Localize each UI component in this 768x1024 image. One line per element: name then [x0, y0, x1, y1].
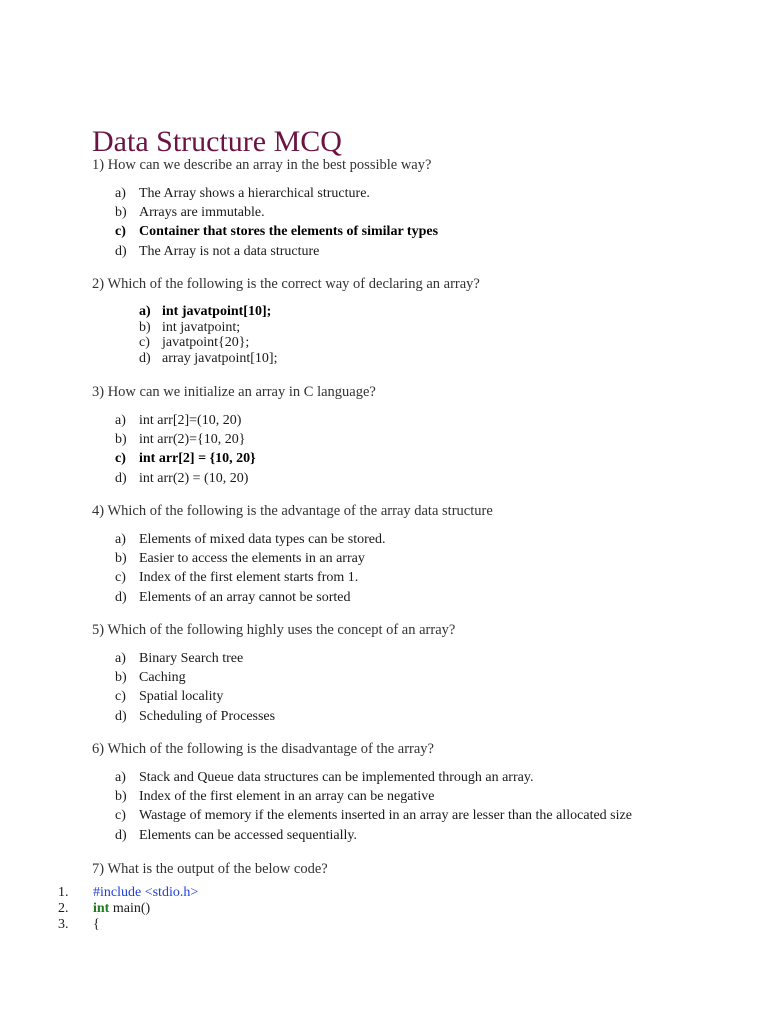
option-3a: a) int arr[2]=(10, 20) — [115, 413, 242, 428]
option-3b: b) int arr(2)={10, 20} — [115, 432, 246, 448]
option-2b: b) int javatpoint; — [139, 319, 241, 335]
option-5a: a) Binary Search tree — [115, 651, 244, 666]
question-2-options — [139, 304, 277, 366]
code-line: 3. { — [58, 917, 100, 932]
option-5c: c) Spatial locality — [115, 689, 224, 705]
option-4a: a) Elements of mixed data types can be stored. — [115, 532, 386, 547]
code-listing — [58, 885, 198, 933]
question-1-options — [115, 184, 438, 261]
question-4-options — [115, 530, 385, 607]
page-title: Data Structure MCQ — [92, 125, 342, 158]
option-1b: b) Arrays are immutable. — [115, 205, 265, 221]
option-4d: d) Elements of an array cannot be sorted — [115, 589, 351, 605]
question-2: 2) Which of the following is the correct way of declaring an array? — [92, 276, 480, 292]
option-1a: a) The Array shows a hierarchical structure. — [115, 186, 370, 201]
code-line: 1. #include <stdio.h> — [58, 885, 199, 900]
option-2d: d) array javatpoint[10]; — [139, 350, 278, 366]
question-5: 5) Which of the following highly uses the concept of an array? — [92, 622, 456, 638]
option-3c-correct: c) int arr[2] = {10, 20} — [115, 451, 256, 467]
question-5-options — [115, 649, 275, 726]
question-1: 1) How can we describe an array in the best possible way? — [92, 157, 432, 173]
option-6a: a) Stack and Queue data structures can be implemented through an array. — [115, 770, 534, 785]
option-5d: d) Scheduling of Processes — [115, 708, 276, 724]
option-1c-correct: c) Container that stores the elements of similar types — [115, 224, 439, 240]
option-2c: c) javatpoint{20}; — [139, 335, 250, 350]
question-4: 4) Which of the following is the advantage of the array data structure — [92, 503, 493, 519]
option-1d: d) The Array is not a data structure — [115, 243, 320, 259]
option-2a-correct: a) int javatpoint[10]; — [139, 304, 272, 319]
option-6b: b) Index of the first element in an array can be negative — [115, 789, 435, 805]
question-3-options — [115, 411, 256, 488]
question-6: 6) Which of the following is the disadvantage of the array? — [92, 741, 434, 757]
option-6d: d) Elements can be accessed sequentially. — [115, 827, 357, 843]
option-5b: b) Caching — [115, 670, 186, 686]
option-3d: d) int arr(2) = (10, 20) — [115, 470, 249, 486]
code-line: 2. int main() — [58, 901, 151, 916]
question-3: 3) How can we initialize an array in C language? — [92, 384, 376, 400]
option-6c: c) Wastage of memory if the elements inserted in an array are lesser than the allocated size — [115, 808, 632, 824]
question-7: 7) What is the output of the below code? — [92, 861, 328, 877]
option-4b: b) Easier to access the elements in an array — [115, 551, 365, 567]
question-6-options — [115, 768, 632, 845]
option-4c: c) Index of the first element starts from 1. — [115, 570, 359, 586]
